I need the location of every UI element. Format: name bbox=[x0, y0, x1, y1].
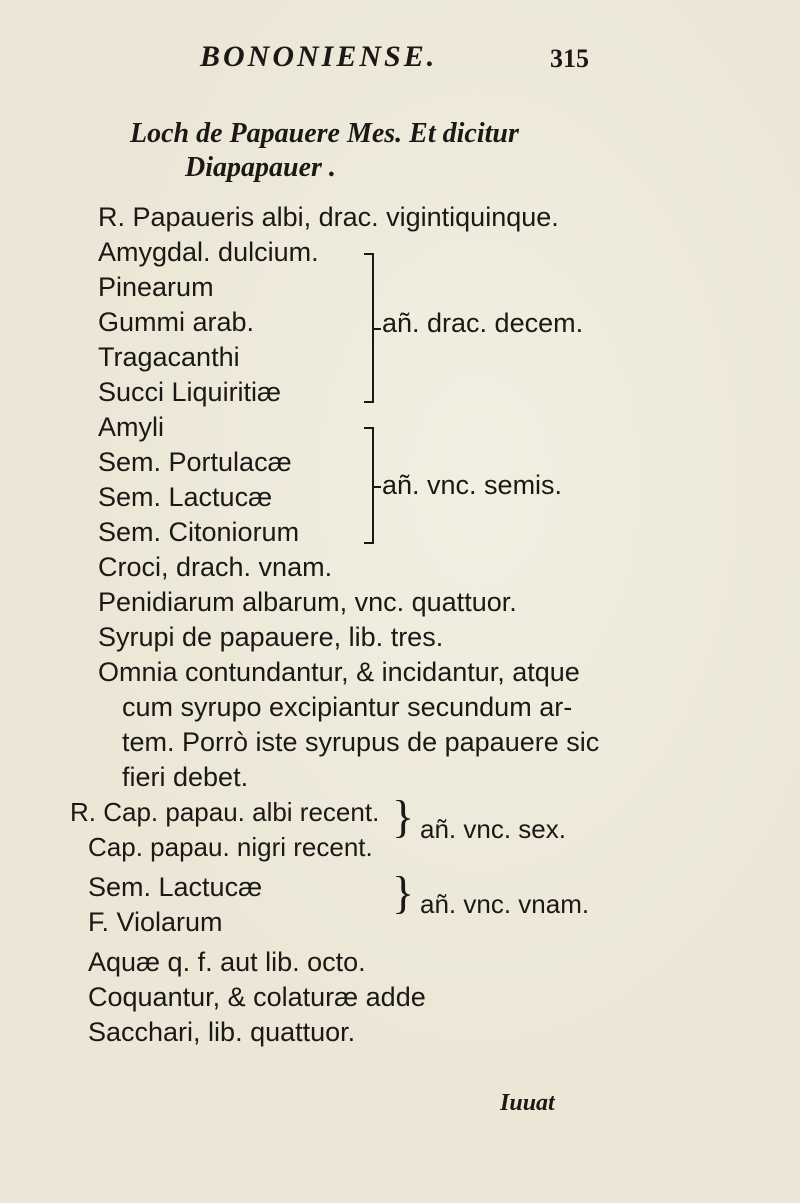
recipe-first-line: R. Papaueris albi, drac. vigintiquinque. bbox=[98, 202, 559, 232]
recipe-title-line-1: Loch de Papauere Mes. Et dicitur bbox=[130, 118, 519, 149]
dose-text: añ. vnc. vnam. bbox=[420, 889, 590, 919]
ingredient: Sem. Citoniorum bbox=[98, 517, 300, 547]
ingredient: Sem. Portulacæ bbox=[98, 447, 292, 477]
ingredient: Sem. Lactucæ bbox=[88, 872, 263, 902]
dose-text: añ. vnc. sex. bbox=[420, 814, 566, 844]
grouping-bracket bbox=[358, 427, 374, 544]
ingredient: Pinearum bbox=[98, 272, 214, 302]
recipe-title-line-2: Diapapauer . bbox=[185, 152, 336, 183]
dose-text: añ. vnc. semis. bbox=[382, 470, 563, 500]
ingredient: R. Cap. papau. albi recent. bbox=[70, 797, 380, 827]
running-head: BONONIENSE. bbox=[200, 40, 438, 73]
brace-icon: } bbox=[392, 791, 415, 842]
page-number: 315 bbox=[550, 44, 589, 73]
text-line: Sacchari, lib. quattuor. bbox=[88, 1017, 356, 1047]
text-line: fieri debet. bbox=[122, 762, 249, 792]
grouping-bracket bbox=[358, 253, 374, 403]
brace-icon: } bbox=[392, 867, 415, 918]
text-line: cum syrupo excipiantur secundum ar- bbox=[122, 692, 573, 722]
text-line: Coquantur, & colaturæ adde bbox=[88, 982, 426, 1012]
text-line: Aquæ q. f. aut lib. octo. bbox=[88, 947, 366, 977]
text-line: Penidiarum albarum, vnc. quattuor. bbox=[98, 587, 517, 617]
text-line: Croci, drach. vnam. bbox=[98, 552, 333, 582]
text-line: tem. Porrò iste syrupus de papauere sic bbox=[122, 727, 600, 757]
ingredient: Sem. Lactucæ bbox=[98, 482, 273, 512]
ingredient: Cap. papau. nigri recent. bbox=[88, 832, 373, 862]
ingredient: Tragacanthi bbox=[98, 342, 240, 372]
ingredient: Gummi arab. bbox=[98, 307, 255, 337]
ingredient: Succi Liquiritiæ bbox=[98, 377, 282, 407]
ingredient: F. Violarum bbox=[88, 907, 223, 937]
catchword: Iuuat bbox=[500, 1090, 555, 1116]
ingredient: Amygdal. dulcium. bbox=[98, 237, 319, 267]
dose-text: añ. drac. decem. bbox=[382, 308, 584, 338]
text-line: Syrupi de papauere, lib. tres. bbox=[98, 622, 444, 652]
ingredient: Amyli bbox=[98, 412, 164, 442]
text-line: Omnia contundantur, & incidantur, atque bbox=[98, 657, 580, 687]
